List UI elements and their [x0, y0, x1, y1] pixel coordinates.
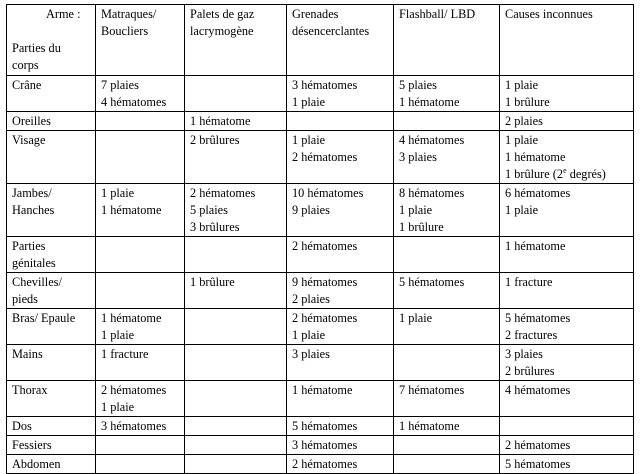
injury-cell-causes-inconnues — [500, 309, 634, 345]
injury-entry: 10 hématomes — [292, 186, 364, 200]
injury-entry: 2 hématomes — [101, 383, 167, 397]
body-part-label: Mains — [12, 347, 43, 361]
table-row — [7, 76, 634, 112]
injury-entry: 2 hématomes — [292, 457, 358, 471]
body-part-label: génitales — [12, 256, 56, 270]
body-part-cell — [7, 131, 96, 184]
injury-entry: 7 hématomes — [399, 383, 465, 397]
injury-entry: 2 brûlures — [505, 364, 555, 378]
injury-entry: 3 hématomes — [292, 438, 358, 452]
body-part-label: Oreilles — [12, 114, 51, 128]
injury-cell-matraques — [96, 273, 185, 309]
table-row — [7, 184, 634, 237]
corner-cell — [7, 5, 96, 76]
injury-entry: 2 hématomes — [505, 438, 571, 452]
injury-entry: 1 brûlure — [190, 275, 235, 289]
table-row — [7, 273, 634, 309]
injury-cell-matraques — [96, 76, 185, 112]
injury-entry-tail: degrés) — [566, 167, 606, 181]
injury-entry: 3 plaies — [505, 347, 543, 361]
injury-entry: 3 hématomes — [292, 78, 358, 92]
body-part-cell — [7, 76, 96, 112]
injury-cell-flashball — [394, 345, 500, 381]
injury-entry: 2 hématomes — [292, 311, 358, 325]
injury-cell-causes-inconnues — [500, 112, 634, 131]
degree-superscript: e — [563, 165, 567, 175]
injury-cell-flashball — [394, 184, 500, 237]
body-part-label: Parties — [12, 239, 46, 253]
injury-cell-palets — [185, 345, 287, 381]
injury-cell-palets — [185, 237, 287, 273]
injury-entry: 1 plaie — [292, 133, 326, 147]
table-row — [7, 436, 634, 455]
injury-cell-causes-inconnues — [500, 381, 634, 417]
injury-cell-matraques — [96, 381, 185, 417]
injury-entry: 2 hématomes — [190, 186, 256, 200]
injury-entry: 1 plaie — [399, 311, 433, 325]
injury-entry: 4 hématomes — [399, 133, 465, 147]
injury-cell-matraques — [96, 436, 185, 455]
injury-cell-palets — [185, 184, 287, 237]
injury-cell-causes-inconnues — [500, 237, 634, 273]
injury-entry-text: 1 brûlure (2 — [505, 167, 564, 181]
injury-entry: 1 hématome — [399, 419, 460, 433]
injury-entry: 5 hématomes — [292, 419, 358, 433]
table-row — [7, 112, 634, 131]
injury-entry: 9 plaies — [292, 203, 330, 217]
body-part-label: Dos — [12, 419, 32, 433]
injury-cell-causes-inconnues — [500, 436, 634, 455]
body-part-cell — [7, 309, 96, 345]
table-row — [7, 345, 634, 381]
body-part-label: Fessiers — [12, 438, 52, 452]
injury-cell-matraques — [96, 309, 185, 345]
body-part-cell — [7, 381, 96, 417]
injury-entry: 1 fracture — [101, 347, 149, 361]
injury-entry: 2 hématomes — [292, 150, 358, 164]
injury-entry: 5 hématomes — [399, 275, 465, 289]
injury-cell-grenades — [287, 309, 394, 345]
injury-entry: 3 brûlures — [190, 220, 240, 234]
injury-entry: 1 hématome — [399, 95, 460, 109]
injury-entry: 1 hématome — [101, 203, 162, 217]
injury-entry: 1 hématome — [190, 114, 251, 128]
injury-entry: 1 brûlure — [505, 95, 550, 109]
injury-cell-palets — [185, 273, 287, 309]
injury-cell-grenades — [287, 436, 394, 455]
injury-cell-flashball — [394, 131, 500, 184]
body-part-cell — [7, 112, 96, 131]
injury-entry: 1 plaie — [399, 203, 433, 217]
injury-entry: 6 hématomes — [505, 186, 571, 200]
injury-cell-palets — [185, 455, 287, 474]
injury-entry: 1 brûlure — [399, 220, 444, 234]
injury-cell-flashball — [394, 436, 500, 455]
injury-entry: 1 hématome — [292, 383, 353, 397]
injury-cell-flashball — [394, 309, 500, 345]
injury-entry: 5 hématomes — [505, 457, 571, 471]
body-part-cell — [7, 436, 96, 455]
injury-entry: 1 plaie — [101, 186, 135, 200]
injury-entry: 8 hématomes — [399, 186, 465, 200]
injury-entry: 2 brûlures — [190, 133, 240, 147]
injury-entry: 1 hématome — [505, 239, 566, 253]
injury-cell-flashball — [394, 76, 500, 112]
injury-cell-palets — [185, 76, 287, 112]
injury-cell-grenades — [287, 273, 394, 309]
injury-entry: 1 plaie — [101, 328, 135, 342]
injury-entry: 2 hématomes — [292, 239, 358, 253]
injury-cell-flashball — [394, 455, 500, 474]
injury-cell-grenades — [287, 455, 394, 474]
injury-cell-grenades — [287, 417, 394, 436]
injury-cell-flashball — [394, 237, 500, 273]
injury-cell-causes-inconnues — [500, 273, 634, 309]
injury-cell-causes-inconnues — [500, 131, 634, 184]
injury-cell-palets — [185, 381, 287, 417]
body-part-cell — [7, 184, 96, 237]
injury-entry: 1 plaie — [101, 400, 135, 414]
injury-cell-flashball — [394, 273, 500, 309]
injury-entry: 5 plaies — [190, 203, 228, 217]
injury-entry: 3 hématomes — [101, 419, 167, 433]
column-header-flashball: Flashball/ LBD — [394, 5, 500, 76]
injury-cell-causes-inconnues — [500, 184, 634, 237]
injury-cell-matraques — [96, 345, 185, 381]
injury-cell-causes-inconnues — [500, 76, 634, 112]
header-row — [7, 5, 634, 76]
injury-entry: 4 hématomes — [101, 95, 167, 109]
table-row — [7, 417, 634, 436]
injury-cell-flashball — [394, 381, 500, 417]
injury-cell-grenades — [287, 76, 394, 112]
injury-cell-matraques — [96, 184, 185, 237]
injury-cell-palets — [185, 309, 287, 345]
injury-cell-matraques — [96, 237, 185, 273]
injury-cell-grenades — [287, 112, 394, 131]
body-part-label: Hanches — [12, 203, 55, 217]
body-part-label: Visage — [12, 133, 46, 147]
injury-entry — [505, 166, 629, 183]
column-header-grenades: Grenades désencerclantes — [287, 5, 394, 76]
body-part-cell — [7, 417, 96, 436]
injury-cell-causes-inconnues — [500, 345, 634, 381]
injury-cell-grenades — [287, 131, 394, 184]
injury-cell-matraques — [96, 112, 185, 131]
injury-cell-matraques — [96, 455, 185, 474]
body-part-label: Chevilles/ — [12, 275, 62, 289]
injury-cell-grenades — [287, 184, 394, 237]
column-header-causes-inconnues: Causes inconnues — [500, 5, 634, 76]
injury-entry: 4 hématomes — [505, 383, 571, 397]
document-page — [6, 4, 634, 474]
injury-entry: 1 hématome — [505, 150, 566, 164]
injury-entry: 1 fracture — [505, 275, 553, 289]
body-part-cell — [7, 273, 96, 309]
injury-table — [6, 4, 634, 474]
body-part-label: Thorax — [12, 383, 48, 397]
injury-entry: 7 plaies — [101, 78, 139, 92]
table-row — [7, 455, 634, 474]
injury-entry: 1 plaie — [505, 78, 539, 92]
injury-cell-grenades — [287, 345, 394, 381]
body-part-label: Abdomen — [12, 457, 61, 471]
injury-cell-causes-inconnues — [500, 455, 634, 474]
injury-entry: 9 hématomes — [292, 275, 358, 289]
weapon-axis-label: Arme : — [46, 7, 81, 21]
table-row — [7, 381, 634, 417]
injury-entry: 1 plaie — [292, 95, 326, 109]
body-part-axis-label-line1: Parties du — [12, 41, 61, 55]
injury-entry: 5 hématomes — [505, 311, 571, 325]
injury-cell-grenades — [287, 237, 394, 273]
body-part-cell — [7, 345, 96, 381]
column-header-palets: Palets de gaz lacrymogène — [185, 5, 287, 76]
body-part-label: pieds — [12, 292, 38, 306]
body-part-label: Bras/ Epaule — [12, 311, 76, 325]
injury-entry: 1 plaie — [505, 203, 539, 217]
table-row — [7, 131, 634, 184]
injury-entry: 1 plaie — [505, 133, 539, 147]
table-row — [7, 309, 634, 345]
injury-entry: 3 plaies — [292, 347, 330, 361]
column-header-matraques: Matraques/ Boucliers — [96, 5, 185, 76]
injury-cell-palets — [185, 436, 287, 455]
injury-entry: 5 plaies — [399, 78, 437, 92]
injury-cell-matraques — [96, 417, 185, 436]
body-part-label: Crâne — [12, 78, 42, 92]
injury-entry: 2 fractures — [505, 328, 558, 342]
injury-cell-flashball — [394, 417, 500, 436]
injury-cell-flashball — [394, 112, 500, 131]
injury-entry: 1 plaie — [292, 328, 326, 342]
injury-cell-matraques — [96, 131, 185, 184]
body-part-cell — [7, 455, 96, 474]
injury-entry: 3 plaies — [399, 150, 437, 164]
body-part-label: Jambes/ — [12, 186, 52, 200]
body-part-cell — [7, 237, 96, 273]
body-part-axis-label-line2: corps — [12, 58, 39, 72]
injury-cell-palets — [185, 417, 287, 436]
table-body — [7, 5, 634, 474]
injury-cell-causes-inconnues — [500, 417, 634, 436]
table-row — [7, 237, 634, 273]
injury-cell-palets — [185, 131, 287, 184]
injury-cell-grenades — [287, 381, 394, 417]
injury-entry: 2 plaies — [505, 114, 543, 128]
injury-entry: 1 hématome — [101, 311, 162, 325]
injury-cell-palets — [185, 112, 287, 131]
injury-entry: 2 plaies — [292, 292, 330, 306]
